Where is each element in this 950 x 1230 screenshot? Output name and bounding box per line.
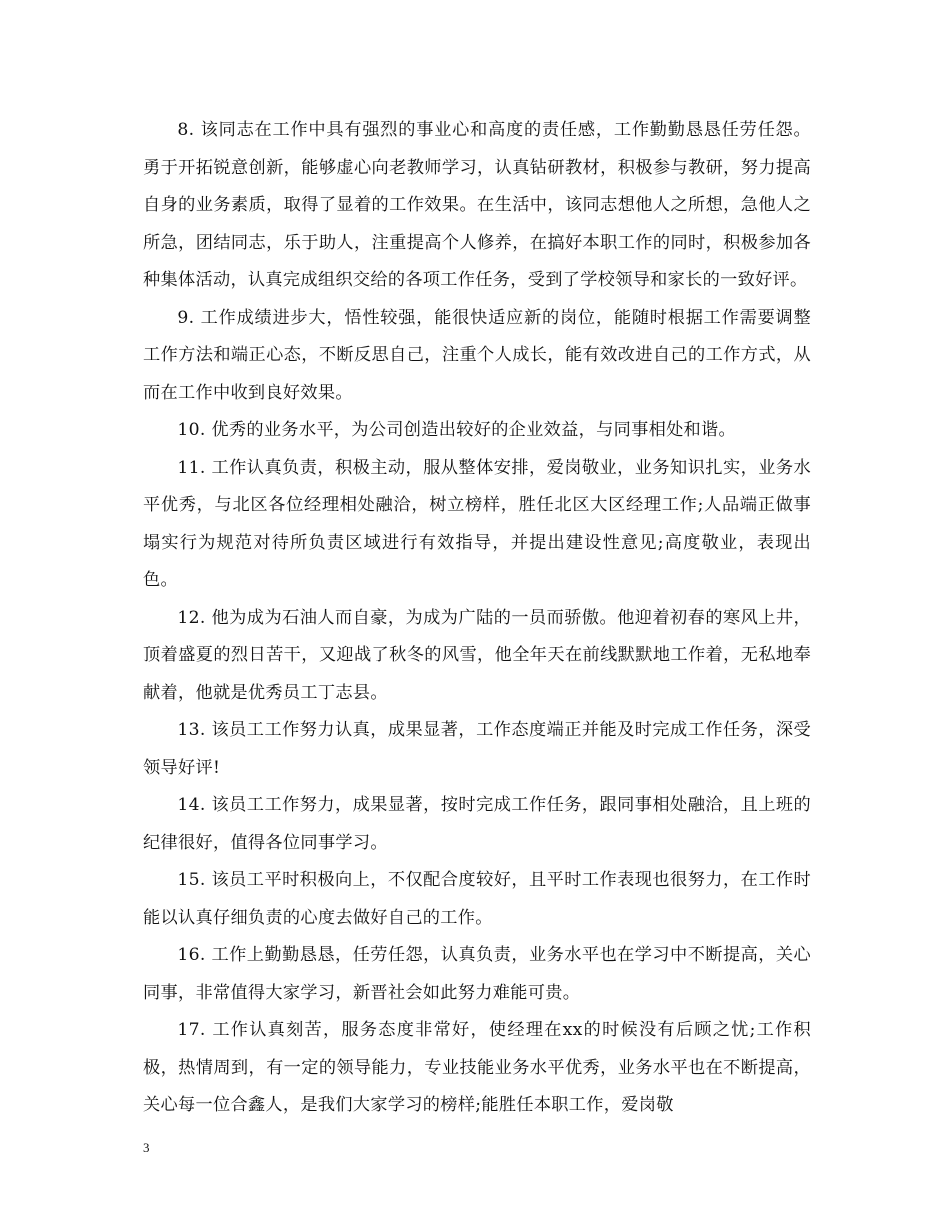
paragraph-12: 12. 他为成为石油人而自豪，为成为广陆的一员而骄傲。他迎着初春的寒风上井，顶着盛夏的烈日苦干，又迎战了秋冬的风雪，他全年天在前线默默地工作着，无私地奉献着，他就是优秀员工丁志县。 [143, 607, 811, 703]
paragraph-9: 9. 工作成绩进步大，悟性较强，能很快适应新的岗位，能随时根据工作需要调整工作方法和端正心态，不断反思自己，注重个人成长，能有效改进自己的工作方式，从而在工作中收到良好效果。 [143, 307, 811, 403]
document-body [143, 112, 811, 1125]
paragraph-10: 10. 优秀的业务水平，为公司创造出较好的企业效益，与同事相处和谐。 [177, 420, 737, 440]
paragraph-15: 15. 该员工平时积极向上，不仅配合度较好，且平时工作表现也很努力，在工作时能以认真仔细负责的心度去做好自己的工作。 [143, 870, 811, 928]
page-number: 3 [143, 1140, 150, 1155]
paragraph-17: 17. 工作认真刻苦，服务态度非常好，使经理在xx的时候没有后顾之忧;工作积极，热情周到，有一定的领导能力，专业技能业务水平优秀，业务水平也在不断提高，关心每一位合鑫人，是我们大家学习的榜样;能胜任本职工作，爱岗敬 [143, 1020, 811, 1115]
paragraph-13: 13. 该员工工作努力认真，成果显著，工作态度端正并能及时完成工作任务，深受领导好评! [143, 720, 811, 778]
paragraph-14: 14. 该员工工作努力，成果显著，按时完成工作任务，跟同事相处融洽，且上班的纪律很好，值得各位同事学习。 [143, 795, 811, 853]
paragraph-16: 16. 工作上勤勤恳恳，任劳任怨，认真负责，业务水平也在学习中不断提高，关心同事，非常值得大家学习，新晋社会如此努力难能可贵。 [143, 945, 811, 1003]
paragraph-11: 11. 工作认真负责，积极主动，服从整体安排，爱岗敬业，业务知识扎实，业务水平优秀，与北区各位经理相处融洽，树立榜样，胜任北区大区经理工作;人品端正做事塌实行为规范对待所负责区域进行有效指导，并提出建设性意见;高度敬业，表现出色。 [143, 457, 811, 590]
paragraph-8: 8. 该同志在工作中具有强烈的事业心和高度的责任感，工作勤勤恳恳任劳任怨。勇于开拓锐意创新，能够虚心向老教师学习，认真钻研教材，积极参与教研，努力提高自身的业务素质，取得了显着的工作效果。在生活中，该同志想他人之所想，急他人之所急，团结同志，乐于助人，注重提高个人修养，在搞好本职工作的同时，积极参加各种集体活动，认真完成组织交给的各项工作任务，受到了学校领导和家长的一致好评。 [143, 120, 811, 290]
